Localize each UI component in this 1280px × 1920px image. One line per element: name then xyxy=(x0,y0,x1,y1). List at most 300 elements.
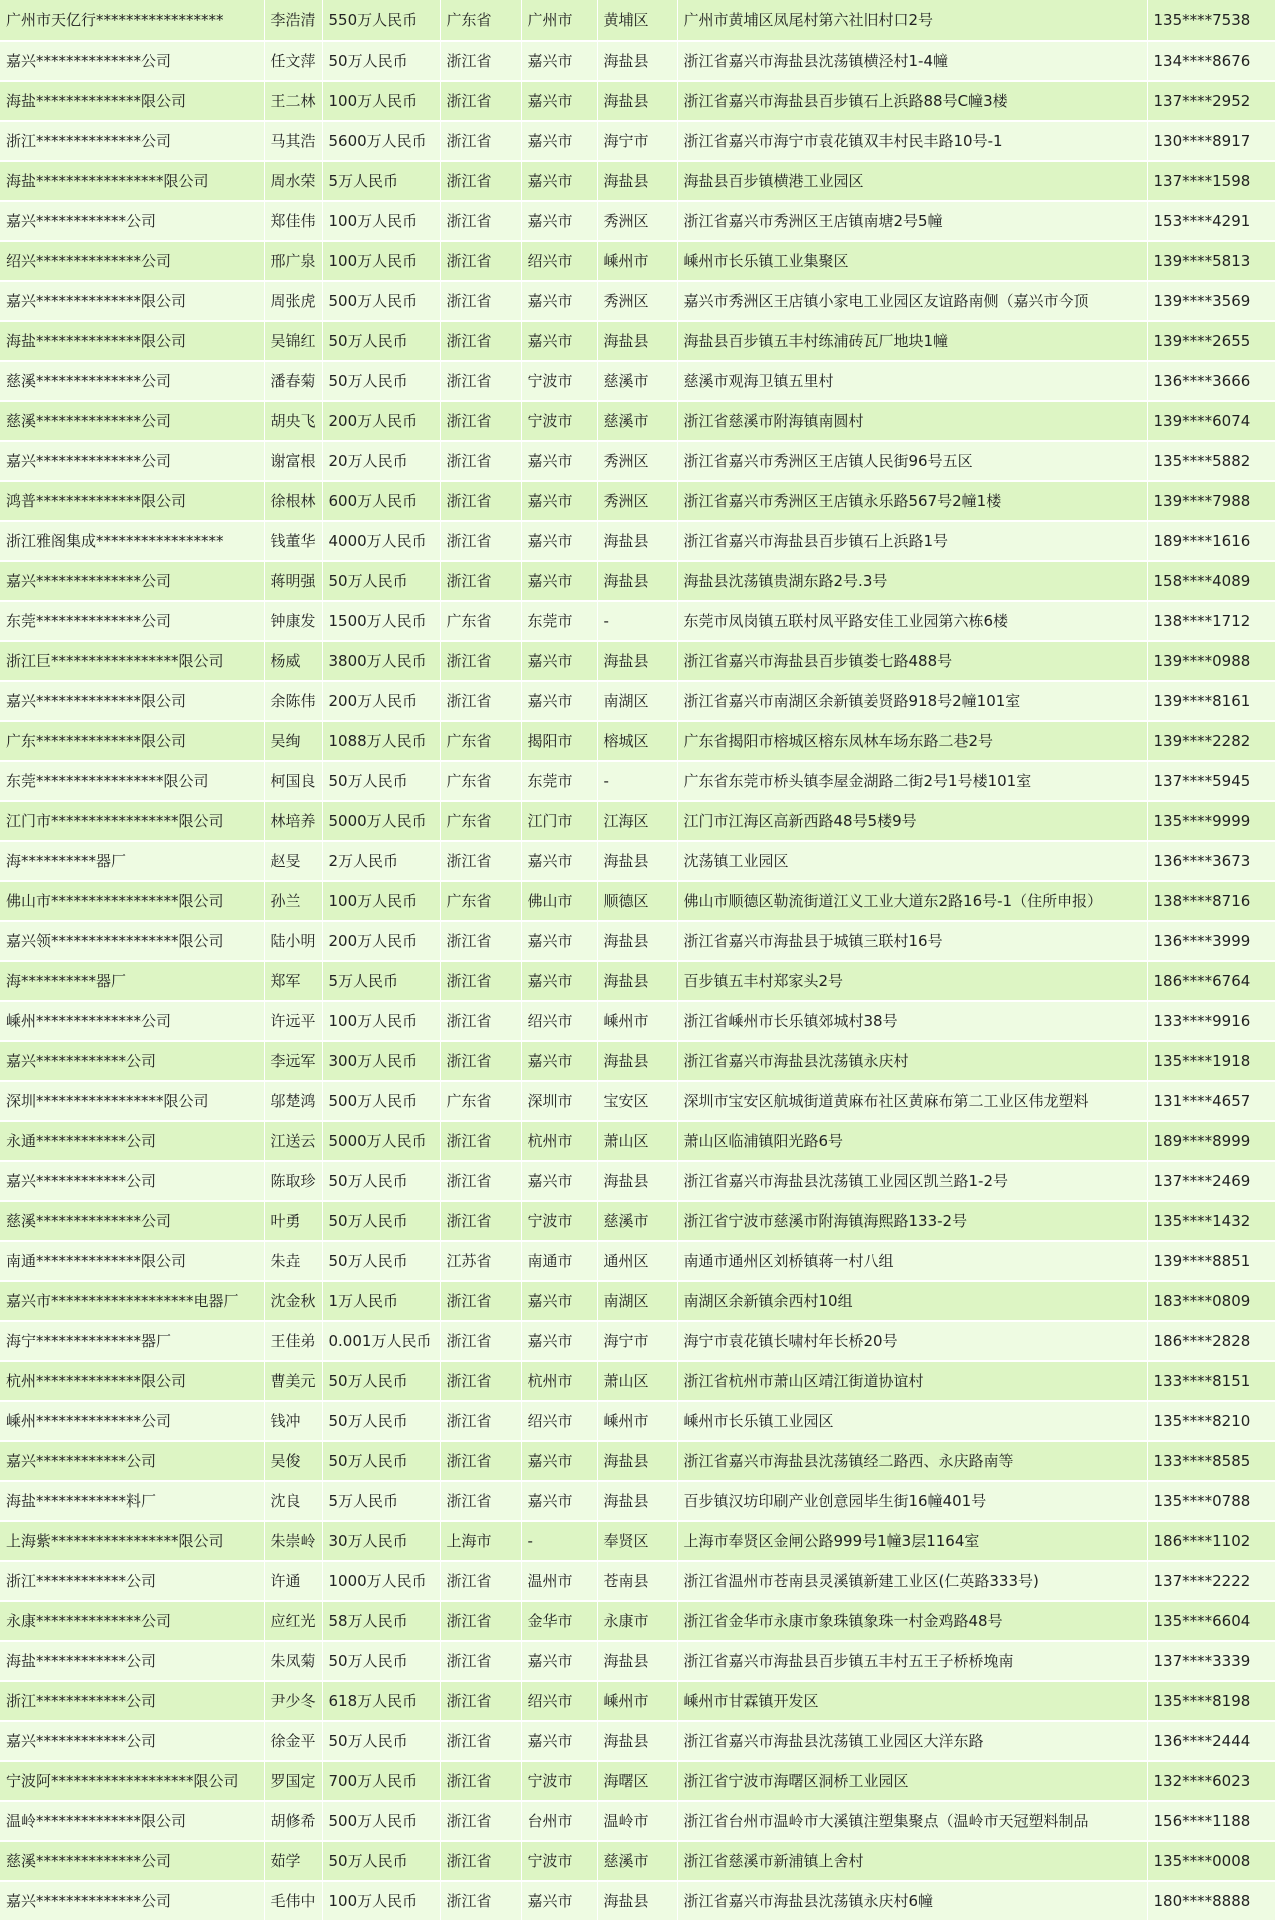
city-cell: 杭州市 xyxy=(521,1121,597,1161)
company-name-cell: 浙江************公司 xyxy=(0,1681,264,1721)
table-row xyxy=(0,801,1275,841)
registered-capital-cell: 2万人民币 xyxy=(322,841,440,881)
legal-person-cell: 王二林 xyxy=(264,81,322,121)
address-cell: 百步镇五丰村郑家头2号 xyxy=(677,961,1147,1001)
company-name-cell: 广东**************限公司 xyxy=(0,721,264,761)
phone-cell: 138****1712 xyxy=(1147,601,1275,641)
phone-cell: 137****2469 xyxy=(1147,1161,1275,1201)
district-cell: 黄埔区 xyxy=(597,0,677,41)
table-row xyxy=(0,1161,1275,1201)
address-cell: 嵊州市长乐镇工业园区 xyxy=(677,1401,1147,1441)
city-cell: 嘉兴市 xyxy=(521,1321,597,1361)
company-name-cell: 海盐**************限公司 xyxy=(0,81,264,121)
address-cell: 浙江省嘉兴市南湖区余新镇姜贤路918号2幢101室 xyxy=(677,681,1147,721)
registered-capital-cell: 600万人民币 xyxy=(322,481,440,521)
province-cell: 广东省 xyxy=(440,0,521,41)
table-row xyxy=(0,0,1275,41)
legal-person-cell: 陆小明 xyxy=(264,921,322,961)
city-cell: - xyxy=(521,1521,597,1561)
city-cell: 嘉兴市 xyxy=(521,281,597,321)
table-row xyxy=(0,1841,1275,1881)
address-cell: 浙江省嘉兴市海盐县沈荡镇永庆村 xyxy=(677,1041,1147,1081)
city-cell: 嘉兴市 xyxy=(521,961,597,1001)
address-cell: 上海市奉贤区金闸公路999号1幢3层1164室 xyxy=(677,1521,1147,1561)
company-name-cell: 慈溪**************公司 xyxy=(0,1841,264,1881)
address-cell: 嵊州市甘霖镇开发区 xyxy=(677,1681,1147,1721)
registered-capital-cell: 3800万人民币 xyxy=(322,641,440,681)
province-cell: 广东省 xyxy=(440,721,521,761)
district-cell: 秀洲区 xyxy=(597,481,677,521)
phone-cell: 136****3999 xyxy=(1147,921,1275,961)
address-cell: 浙江省嘉兴市秀洲区王店镇南塘2号5幢 xyxy=(677,201,1147,241)
phone-cell: 134****8676 xyxy=(1147,41,1275,81)
city-cell: 嘉兴市 xyxy=(521,481,597,521)
table-row xyxy=(0,1441,1275,1481)
company-name-cell: 浙江**************公司 xyxy=(0,121,264,161)
address-cell: 深圳市宝安区航城街道黄麻布社区黄麻布第二工业区伟龙塑料 xyxy=(677,1081,1147,1121)
phone-cell: 138****8716 xyxy=(1147,881,1275,921)
phone-cell: 139****3569 xyxy=(1147,281,1275,321)
district-cell: 榕城区 xyxy=(597,721,677,761)
registered-capital-cell: 50万人民币 xyxy=(322,41,440,81)
district-cell: 海宁市 xyxy=(597,1321,677,1361)
legal-person-cell: 茹学 xyxy=(264,1841,322,1881)
province-cell: 浙江省 xyxy=(440,1321,521,1361)
table-row xyxy=(0,1761,1275,1801)
company-name-cell: 浙江巨*****************限公司 xyxy=(0,641,264,681)
city-cell: 杭州市 xyxy=(521,1361,597,1401)
phone-cell: 137****2952 xyxy=(1147,81,1275,121)
address-cell: 浙江省嘉兴市秀洲区王店镇永乐路567号2幢1楼 xyxy=(677,481,1147,521)
district-cell: 海盐县 xyxy=(597,1641,677,1681)
legal-person-cell: 郑佳伟 xyxy=(264,201,322,241)
company-name-cell: 海宁**************器厂 xyxy=(0,1321,264,1361)
company-name-cell: 温岭**************限公司 xyxy=(0,1801,264,1841)
table-row xyxy=(0,1361,1275,1401)
address-cell: 浙江省慈溪市附海镇南圆村 xyxy=(677,401,1147,441)
city-cell: 嘉兴市 xyxy=(521,201,597,241)
table-row xyxy=(0,1401,1275,1441)
registered-capital-cell: 550万人民币 xyxy=(322,0,440,41)
table-row xyxy=(0,1881,1275,1920)
registered-capital-cell: 100万人民币 xyxy=(322,881,440,921)
province-cell: 浙江省 xyxy=(440,681,521,721)
table-row xyxy=(0,681,1275,721)
province-cell: 浙江省 xyxy=(440,1481,521,1521)
address-cell: 浙江省嘉兴市海盐县百步镇石上浜路88号C幢3楼 xyxy=(677,81,1147,121)
district-cell: 嵊州市 xyxy=(597,1681,677,1721)
legal-person-cell: 周水荣 xyxy=(264,161,322,201)
legal-person-cell: 叶勇 xyxy=(264,1201,322,1241)
table-row xyxy=(0,1681,1275,1721)
address-cell: 浙江省台州市温岭市大溪镇注塑集聚点（温岭市天冠塑料制品 xyxy=(677,1801,1147,1841)
province-cell: 浙江省 xyxy=(440,1841,521,1881)
registered-capital-cell: 4000万人民币 xyxy=(322,521,440,561)
district-cell: 秀洲区 xyxy=(597,441,677,481)
city-cell: 嘉兴市 xyxy=(521,1641,597,1681)
table-row xyxy=(0,1281,1275,1321)
district-cell: 海盐县 xyxy=(597,1881,677,1920)
city-cell: 东莞市 xyxy=(521,761,597,801)
legal-person-cell: 钟康发 xyxy=(264,601,322,641)
company-name-cell: 永康**************公司 xyxy=(0,1601,264,1641)
company-name-cell: 海盐************公司 xyxy=(0,1641,264,1681)
district-cell: 萧山区 xyxy=(597,1121,677,1161)
district-cell: 嵊州市 xyxy=(597,1001,677,1041)
legal-person-cell: 罗国定 xyxy=(264,1761,322,1801)
province-cell: 浙江省 xyxy=(440,241,521,281)
legal-person-cell: 胡央飞 xyxy=(264,401,322,441)
registered-capital-cell: 50万人民币 xyxy=(322,1241,440,1281)
address-cell: 浙江省嘉兴市海盐县于城镇三联村16号 xyxy=(677,921,1147,961)
company-name-cell: 永通************公司 xyxy=(0,1121,264,1161)
district-cell: 海盐县 xyxy=(597,521,677,561)
legal-person-cell: 吴绚 xyxy=(264,721,322,761)
city-cell: 嘉兴市 xyxy=(521,1281,597,1321)
phone-cell: 158****4089 xyxy=(1147,561,1275,601)
table-row xyxy=(0,721,1275,761)
address-cell: 南湖区余新镇余西村10组 xyxy=(677,1281,1147,1321)
city-cell: 嘉兴市 xyxy=(521,121,597,161)
city-cell: 嘉兴市 xyxy=(521,41,597,81)
address-cell: 海盐县百步镇五丰村练浦砖瓦厂地块1幢 xyxy=(677,321,1147,361)
phone-cell: 135****0788 xyxy=(1147,1481,1275,1521)
province-cell: 浙江省 xyxy=(440,1681,521,1721)
district-cell: 海盐县 xyxy=(597,841,677,881)
legal-person-cell: 吴俊 xyxy=(264,1441,322,1481)
registered-capital-cell: 700万人民币 xyxy=(322,1761,440,1801)
company-name-cell: 广州市天亿行***************** xyxy=(0,0,264,41)
table-row xyxy=(0,1241,1275,1281)
table-row xyxy=(0,361,1275,401)
table-row xyxy=(0,121,1275,161)
phone-cell: 137****2222 xyxy=(1147,1561,1275,1601)
address-cell: 浙江省慈溪市新浦镇上舍村 xyxy=(677,1841,1147,1881)
province-cell: 浙江省 xyxy=(440,1881,521,1920)
district-cell: 慈溪市 xyxy=(597,401,677,441)
province-cell: 浙江省 xyxy=(440,1201,521,1241)
registered-capital-cell: 0.001万人民币 xyxy=(322,1321,440,1361)
phone-cell: 139****7988 xyxy=(1147,481,1275,521)
city-cell: 广州市 xyxy=(521,0,597,41)
address-cell: 浙江省杭州市萧山区靖江街道协谊村 xyxy=(677,1361,1147,1401)
phone-cell: 133****8585 xyxy=(1147,1441,1275,1481)
district-cell: 海盐县 xyxy=(597,321,677,361)
address-cell: 浙江省嘉兴市海盐县沈荡镇永庆村6幢 xyxy=(677,1881,1147,1920)
legal-person-cell: 许通 xyxy=(264,1561,322,1601)
district-cell: 海盐县 xyxy=(597,1441,677,1481)
province-cell: 广东省 xyxy=(440,601,521,641)
table-row xyxy=(0,41,1275,81)
legal-person-cell: 吴锦红 xyxy=(264,321,322,361)
registered-capital-cell: 1088万人民币 xyxy=(322,721,440,761)
legal-person-cell: 任文萍 xyxy=(264,41,322,81)
table-row xyxy=(0,1561,1275,1601)
district-cell: 海盐县 xyxy=(597,1161,677,1201)
table-row xyxy=(0,641,1275,681)
registered-capital-cell: 300万人民币 xyxy=(322,1041,440,1081)
registered-capital-cell: 20万人民币 xyxy=(322,441,440,481)
company-name-cell: 南通**************限公司 xyxy=(0,1241,264,1281)
table-row xyxy=(0,761,1275,801)
district-cell: 海盐县 xyxy=(597,161,677,201)
table-row xyxy=(0,81,1275,121)
company-name-cell: 嘉兴************公司 xyxy=(0,1041,264,1081)
phone-cell: 139****6074 xyxy=(1147,401,1275,441)
address-cell: 佛山市顺德区勒流街道江义工业大道东2路16号-1（住所申报） xyxy=(677,881,1147,921)
address-cell: 浙江省嘉兴市海盐县百步镇石上浜路1号 xyxy=(677,521,1147,561)
legal-person-cell: 胡修希 xyxy=(264,1801,322,1841)
province-cell: 广东省 xyxy=(440,761,521,801)
district-cell: 温岭市 xyxy=(597,1801,677,1841)
legal-person-cell: 蒋明强 xyxy=(264,561,322,601)
province-cell: 浙江省 xyxy=(440,1361,521,1401)
district-cell: 海盐县 xyxy=(597,81,677,121)
district-cell: - xyxy=(597,601,677,641)
province-cell: 江苏省 xyxy=(440,1241,521,1281)
phone-cell: 131****4657 xyxy=(1147,1081,1275,1121)
city-cell: 佛山市 xyxy=(521,881,597,921)
phone-cell: 180****8888 xyxy=(1147,1881,1275,1920)
province-cell: 浙江省 xyxy=(440,921,521,961)
company-name-cell: 嘉兴************公司 xyxy=(0,201,264,241)
company-name-cell: 海**********器厂 xyxy=(0,961,264,1001)
company-name-cell: 上海紫*****************限公司 xyxy=(0,1521,264,1561)
address-cell: 南通市通州区刘桥镇蒋一村八组 xyxy=(677,1241,1147,1281)
legal-person-cell: 钱冲 xyxy=(264,1401,322,1441)
company-name-cell: 嘉兴**************公司 xyxy=(0,41,264,81)
city-cell: 嘉兴市 xyxy=(521,1041,597,1081)
province-cell: 浙江省 xyxy=(440,1641,521,1681)
registered-capital-cell: 50万人民币 xyxy=(322,1841,440,1881)
company-name-cell: 嘉兴市*******************电器厂 xyxy=(0,1281,264,1321)
district-cell: 萧山区 xyxy=(597,1361,677,1401)
address-cell: 浙江省宁波市海曙区洞桥工业园区 xyxy=(677,1761,1147,1801)
address-cell: 沈荡镇工业园区 xyxy=(677,841,1147,881)
province-cell: 浙江省 xyxy=(440,1161,521,1201)
address-cell: 浙江省嵊州市长乐镇郊城村38号 xyxy=(677,1001,1147,1041)
phone-cell: 137****1598 xyxy=(1147,161,1275,201)
district-cell: 通州区 xyxy=(597,1241,677,1281)
table-row xyxy=(0,1521,1275,1561)
table-row xyxy=(0,561,1275,601)
phone-cell: 186****6764 xyxy=(1147,961,1275,1001)
district-cell: 海曙区 xyxy=(597,1761,677,1801)
registered-capital-cell: 500万人民币 xyxy=(322,1081,440,1121)
phone-cell: 135****1918 xyxy=(1147,1041,1275,1081)
district-cell: 奉贤区 xyxy=(597,1521,677,1561)
legal-person-cell: 孙兰 xyxy=(264,881,322,921)
address-cell: 萧山区临浦镇阳光路6号 xyxy=(677,1121,1147,1161)
district-cell: 慈溪市 xyxy=(597,1201,677,1241)
city-cell: 嘉兴市 xyxy=(521,921,597,961)
registered-capital-cell: 50万人民币 xyxy=(322,361,440,401)
phone-cell: 153****4291 xyxy=(1147,201,1275,241)
company-name-cell: 杭州**************限公司 xyxy=(0,1361,264,1401)
legal-person-cell: 毛伟中 xyxy=(264,1881,322,1920)
company-name-cell: 绍兴**************公司 xyxy=(0,241,264,281)
company-name-cell: 鸿普**************限公司 xyxy=(0,481,264,521)
phone-cell: 189****8999 xyxy=(1147,1121,1275,1161)
registered-capital-cell: 1000万人民币 xyxy=(322,1561,440,1601)
legal-person-cell: 尹少冬 xyxy=(264,1681,322,1721)
province-cell: 浙江省 xyxy=(440,1281,521,1321)
registered-capital-cell: 618万人民币 xyxy=(322,1681,440,1721)
legal-person-cell: 陈取珍 xyxy=(264,1161,322,1201)
district-cell: 秀洲区 xyxy=(597,281,677,321)
legal-person-cell: 朱崇岭 xyxy=(264,1521,322,1561)
legal-person-cell: 朱垚 xyxy=(264,1241,322,1281)
province-cell: 浙江省 xyxy=(440,1121,521,1161)
address-cell: 嵊州市长乐镇工业集聚区 xyxy=(677,241,1147,281)
table-row xyxy=(0,1321,1275,1361)
province-cell: 浙江省 xyxy=(440,161,521,201)
phone-cell: 136****3666 xyxy=(1147,361,1275,401)
legal-person-cell: 潘春菊 xyxy=(264,361,322,401)
city-cell: 嘉兴市 xyxy=(521,681,597,721)
legal-person-cell: 李浩清 xyxy=(264,0,322,41)
company-name-cell: 慈溪**************公司 xyxy=(0,361,264,401)
table-row xyxy=(0,1081,1275,1121)
registered-capital-cell: 100万人民币 xyxy=(322,241,440,281)
table-row xyxy=(0,321,1275,361)
district-cell: 海盐县 xyxy=(597,1041,677,1081)
company-name-cell: 嘉兴************公司 xyxy=(0,1721,264,1761)
province-cell: 浙江省 xyxy=(440,1761,521,1801)
district-cell: 海宁市 xyxy=(597,121,677,161)
company-name-cell: 慈溪**************公司 xyxy=(0,401,264,441)
phone-cell: 135****1432 xyxy=(1147,1201,1275,1241)
company-name-cell: 慈溪**************公司 xyxy=(0,1201,264,1241)
phone-cell: 135****8198 xyxy=(1147,1681,1275,1721)
district-cell: 江海区 xyxy=(597,801,677,841)
province-cell: 浙江省 xyxy=(440,361,521,401)
city-cell: 温州市 xyxy=(521,1561,597,1601)
province-cell: 浙江省 xyxy=(440,41,521,81)
city-cell: 嘉兴市 xyxy=(521,1481,597,1521)
phone-cell: 186****1102 xyxy=(1147,1521,1275,1561)
registered-capital-cell: 50万人民币 xyxy=(322,561,440,601)
company-name-cell: 嘉兴**************公司 xyxy=(0,1881,264,1920)
province-cell: 广东省 xyxy=(440,1081,521,1121)
address-cell: 浙江省嘉兴市海宁市袁花镇双丰村民丰路10号-1 xyxy=(677,121,1147,161)
city-cell: 嘉兴市 xyxy=(521,521,597,561)
table-row xyxy=(0,1201,1275,1241)
table-row xyxy=(0,241,1275,281)
address-cell: 浙江省嘉兴市海盐县百步镇五丰村五王子桥桥堍南 xyxy=(677,1641,1147,1681)
district-cell: 秀洲区 xyxy=(597,201,677,241)
legal-person-cell: 江送云 xyxy=(264,1121,322,1161)
phone-cell: 139****8161 xyxy=(1147,681,1275,721)
company-name-cell: 浙江雅阁集成***************** xyxy=(0,521,264,561)
phone-cell: 183****0809 xyxy=(1147,1281,1275,1321)
table-row xyxy=(0,841,1275,881)
province-cell: 浙江省 xyxy=(440,1561,521,1601)
legal-person-cell: 徐金平 xyxy=(264,1721,322,1761)
company-name-cell: 嘉兴**************限公司 xyxy=(0,281,264,321)
province-cell: 浙江省 xyxy=(440,281,521,321)
registered-capital-cell: 200万人民币 xyxy=(322,921,440,961)
registered-capital-cell: 500万人民币 xyxy=(322,1801,440,1841)
legal-person-cell: 赵旻 xyxy=(264,841,322,881)
company-name-cell: 嘉兴**************公司 xyxy=(0,561,264,601)
company-name-cell: 嘉兴************公司 xyxy=(0,1161,264,1201)
registered-capital-cell: 50万人民币 xyxy=(322,1161,440,1201)
address-cell: 广东省揭阳市榕城区榕东凤林车场东路二巷2号 xyxy=(677,721,1147,761)
address-cell: 百步镇汉坊印刷产业创意园毕生街16幢401号 xyxy=(677,1481,1147,1521)
city-cell: 嘉兴市 xyxy=(521,1441,597,1481)
address-cell: 浙江省嘉兴市海盐县百步镇娄七路488号 xyxy=(677,641,1147,681)
address-cell: 江门市江海区高新西路48号5楼9号 xyxy=(677,801,1147,841)
table-row xyxy=(0,401,1275,441)
province-cell: 浙江省 xyxy=(440,1001,521,1041)
phone-cell: 189****1616 xyxy=(1147,521,1275,561)
province-cell: 广东省 xyxy=(440,881,521,921)
city-cell: 东莞市 xyxy=(521,601,597,641)
phone-cell: 137****3339 xyxy=(1147,1641,1275,1681)
phone-cell: 135****8210 xyxy=(1147,1401,1275,1441)
district-cell: 海盐县 xyxy=(597,641,677,681)
address-cell: 海盐县百步镇横港工业园区 xyxy=(677,161,1147,201)
phone-cell: 135****5882 xyxy=(1147,441,1275,481)
legal-person-cell: 沈金秋 xyxy=(264,1281,322,1321)
table-row xyxy=(0,281,1275,321)
company-name-cell: 嘉兴************公司 xyxy=(0,1441,264,1481)
registered-capital-cell: 5万人民币 xyxy=(322,161,440,201)
district-cell: 嵊州市 xyxy=(597,241,677,281)
address-cell: 浙江省宁波市慈溪市附海镇海熙路133-2号 xyxy=(677,1201,1147,1241)
city-cell: 嘉兴市 xyxy=(521,441,597,481)
city-cell: 金华市 xyxy=(521,1601,597,1641)
legal-person-cell: 杨威 xyxy=(264,641,322,681)
registered-capital-cell: 5600万人民币 xyxy=(322,121,440,161)
phone-cell: 130****8917 xyxy=(1147,121,1275,161)
table-row xyxy=(0,1801,1275,1841)
city-cell: 嘉兴市 xyxy=(521,1881,597,1920)
district-cell: - xyxy=(597,761,677,801)
company-name-cell: 嵊州**************公司 xyxy=(0,1401,264,1441)
table-row xyxy=(0,881,1275,921)
legal-person-cell: 余陈伟 xyxy=(264,681,322,721)
phone-cell: 136****2444 xyxy=(1147,1721,1275,1761)
legal-person-cell: 朱凤菊 xyxy=(264,1641,322,1681)
registered-capital-cell: 50万人民币 xyxy=(322,761,440,801)
province-cell: 浙江省 xyxy=(440,641,521,681)
table-row xyxy=(0,1601,1275,1641)
company-name-cell: 海盐*****************限公司 xyxy=(0,161,264,201)
city-cell: 台州市 xyxy=(521,1801,597,1841)
legal-person-cell: 李远军 xyxy=(264,1041,322,1081)
city-cell: 揭阳市 xyxy=(521,721,597,761)
city-cell: 绍兴市 xyxy=(521,1401,597,1441)
address-cell: 广东省东莞市桥头镇李屋金湖路二街2号1号楼101室 xyxy=(677,761,1147,801)
company-name-cell: 嵊州**************公司 xyxy=(0,1001,264,1041)
registered-capital-cell: 5万人民币 xyxy=(322,961,440,1001)
province-cell: 浙江省 xyxy=(440,1801,521,1841)
registered-capital-cell: 100万人民币 xyxy=(322,201,440,241)
city-cell: 宁波市 xyxy=(521,401,597,441)
phone-cell: 139****2655 xyxy=(1147,321,1275,361)
legal-person-cell: 应红光 xyxy=(264,1601,322,1641)
district-cell: 嵊州市 xyxy=(597,1401,677,1441)
city-cell: 嘉兴市 xyxy=(521,81,597,121)
table-row xyxy=(0,1001,1275,1041)
table-row xyxy=(0,481,1275,521)
district-cell: 海盐县 xyxy=(597,961,677,1001)
city-cell: 嘉兴市 xyxy=(521,161,597,201)
table-row xyxy=(0,1481,1275,1521)
company-name-cell: 海盐************料厂 xyxy=(0,1481,264,1521)
